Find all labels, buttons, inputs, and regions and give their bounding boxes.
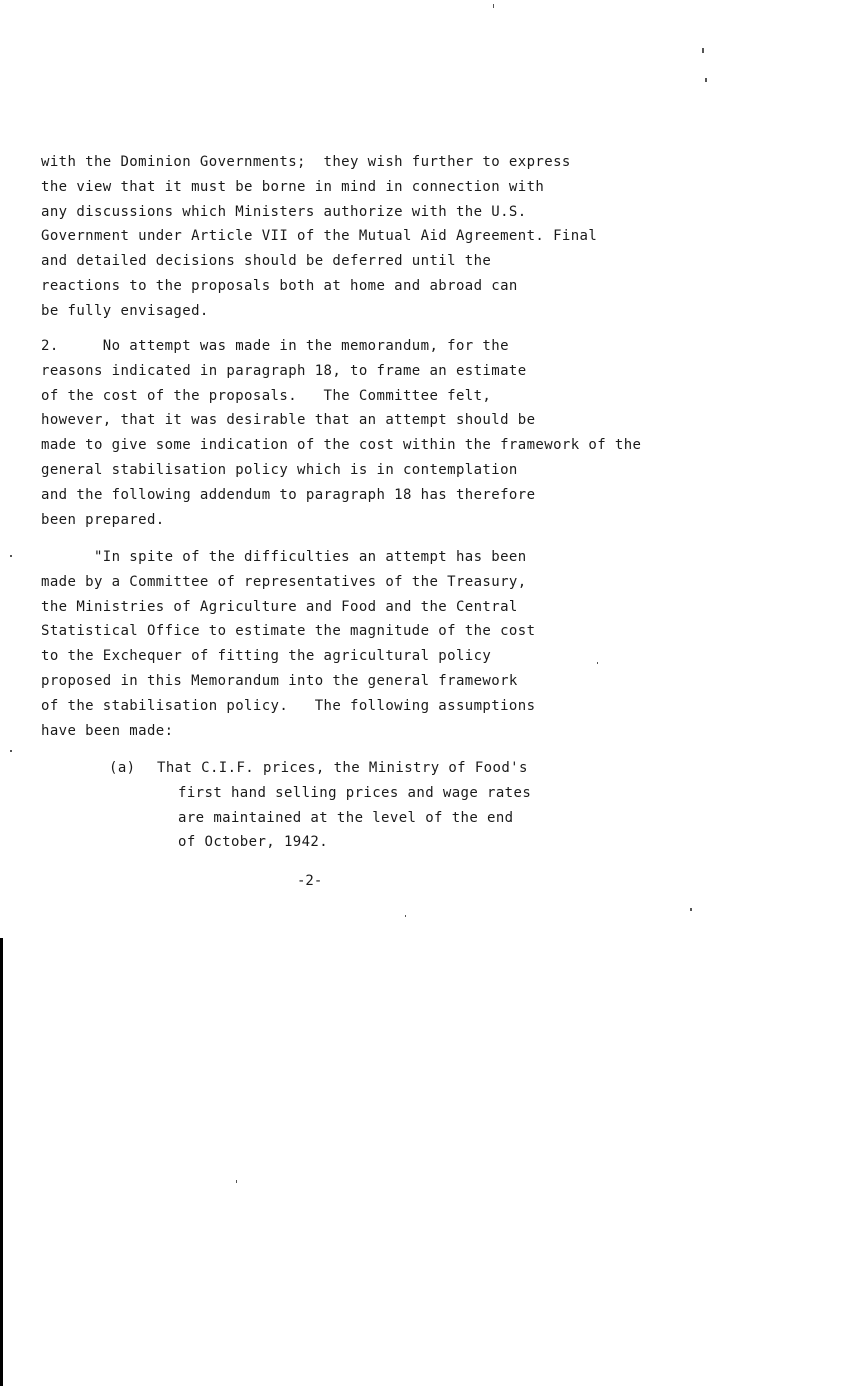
paragraph-addendum-quote	[41, 545, 535, 743]
text-line: with the Dominion Governments; they wish further to express	[41, 154, 571, 170]
scan-speck	[597, 662, 598, 664]
text-line: made to give some indication of the cost within the framework of the	[41, 437, 642, 454]
text-line: of the cost of the proposals. The Committee felt,	[41, 387, 492, 404]
text-line: been prepared.	[41, 511, 165, 528]
scan-speck	[405, 915, 406, 917]
text-line: and the following addendum to paragraph 18 has therefore	[41, 486, 536, 503]
paragraph-dominion-governments	[41, 150, 597, 324]
text-line: be fully envisaged.	[41, 302, 209, 319]
text-line: of October, 1942.	[178, 834, 329, 851]
scan-speck	[702, 48, 704, 53]
text-line: Government under Article VII of the Mutual Aid Agreement. Final	[41, 228, 598, 245]
text-line: "In spite of the difficulties an attempt has been	[41, 549, 527, 565]
text-line: made by a Committee of representatives of the Treasury,	[41, 573, 527, 590]
scan-speck	[236, 1180, 237, 1183]
text-line: any discussions which Ministers authorize with the U.S.	[41, 203, 527, 220]
scan-speck	[493, 4, 494, 8]
item-text	[157, 756, 531, 855]
text-line: the Ministries of Agriculture and Food and the Central	[41, 598, 518, 615]
text-line: are maintained at the level of the end	[178, 809, 514, 826]
scan-speck	[705, 78, 707, 82]
text-line: That C.I.F. prices, the Ministry of Food's	[157, 760, 528, 776]
paragraph-2-cost-estimate	[41, 334, 641, 532]
page-number: -2-	[297, 873, 323, 889]
scan-speck	[10, 555, 12, 557]
text-line: reactions to the proposals both at home and abroad can	[41, 277, 518, 294]
text-line: first hand selling prices and wage rates	[178, 784, 532, 801]
text-line: the view that it must be borne in mind in connection with	[41, 178, 545, 195]
text-line: have been made:	[41, 722, 174, 739]
text-line: reasons indicated in paragraph 18, to frame an estimate	[41, 362, 527, 379]
text-line: to the Exchequer of fitting the agricultural policy	[41, 648, 492, 665]
text-line: general stabilisation policy which is in contemplation	[41, 461, 518, 478]
item-marker: (a)	[109, 760, 136, 776]
text-line: and detailed decisions should be deferred until the	[41, 253, 492, 270]
scan-speck	[690, 908, 692, 911]
scan-speck	[10, 750, 12, 752]
text-line: Statistical Office to estimate the magnitude of the cost	[41, 623, 536, 640]
text-line: proposed in this Memorandum into the general framework	[41, 672, 518, 689]
scan-margin-bar	[0, 938, 3, 1386]
text-line: of the stabilisation policy. The following assumptions	[41, 697, 536, 714]
text-line: 2. No attempt was made in the memorandum, for the	[41, 338, 509, 354]
text-line: however, that it was desirable that an attempt should be	[41, 412, 536, 429]
